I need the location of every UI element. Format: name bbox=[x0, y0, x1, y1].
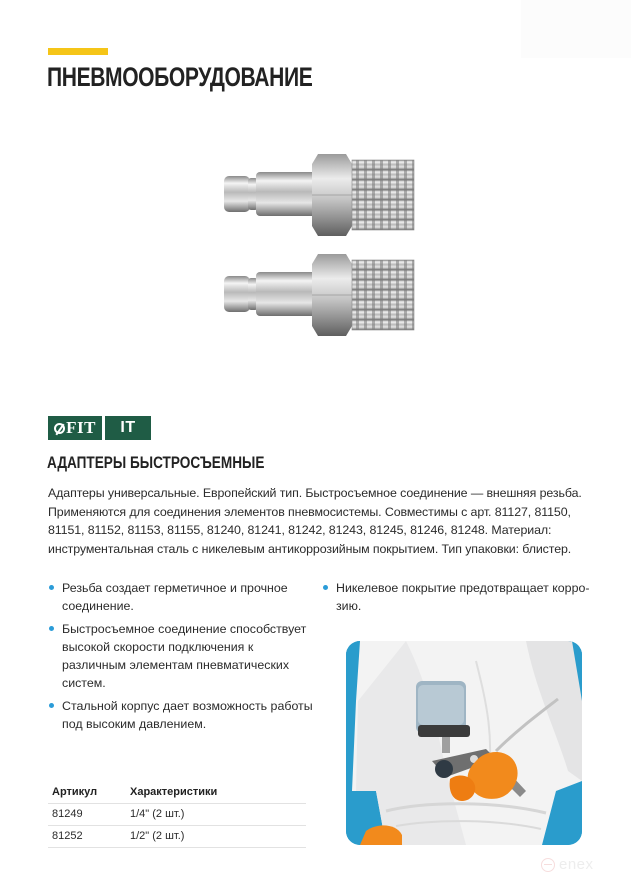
page-corner-decoration bbox=[521, 0, 631, 58]
brand-logos bbox=[48, 416, 151, 440]
bullet-dot-icon bbox=[323, 585, 328, 590]
watermark-text: enex bbox=[559, 856, 594, 873]
feature-list-right bbox=[322, 579, 592, 620]
feature-text: Никелевое покрытие предотвращает корро-зию. bbox=[336, 581, 590, 613]
feature-text: Быстросъемное соединение способствует высокой скорости подключения к различным элементам пневматических систем. bbox=[62, 622, 307, 690]
cell-specs: 1/4" (2 шт.) bbox=[126, 804, 306, 826]
product-image bbox=[212, 150, 422, 360]
watermark bbox=[541, 856, 594, 873]
feature-item bbox=[322, 579, 592, 615]
brand-logo-fit bbox=[48, 416, 102, 440]
feature-text: Резьба создает герметичное и прочное соединение. bbox=[62, 581, 288, 613]
product-title: АДАПТЕРЫ БЫСТРОСЪЕМНЫЕ bbox=[47, 453, 265, 472]
product-description: Адаптеры универсальные. Европейский тип. Быстросъемное соединение — внешняя резьба. Применяются для соединения элементов пневмосистемы. Совместимы с арт. 81127, 81150, 81151, 81152, 81153, 81155, 81240, 81241, 81242, 81243, 81245, 81246, 81248. Материал: инструментальная сталь с никелевым антикоррозийным покрытием. Тип упаковки: блистер. bbox=[48, 486, 582, 557]
title-accent-bar bbox=[48, 48, 108, 55]
bullet-dot-icon bbox=[49, 626, 54, 631]
cell-sku: 81252 bbox=[48, 826, 126, 848]
feature-text: Стальной корпус дает возможность работы под высоким давлением. bbox=[62, 699, 313, 731]
feature-item bbox=[48, 579, 318, 615]
brand-logo-label: FIT bbox=[66, 418, 96, 437]
brand-logo-it bbox=[105, 416, 151, 440]
column-header-specs: Характеристики bbox=[126, 782, 306, 804]
cell-specs: 1/2" (2 шт.) bbox=[126, 826, 306, 848]
spec-table bbox=[48, 782, 306, 848]
feature-item bbox=[48, 620, 318, 692]
cell-sku: 81249 bbox=[48, 804, 126, 826]
table-row bbox=[48, 826, 306, 848]
feature-list-left bbox=[48, 579, 318, 738]
table-header-row bbox=[48, 782, 306, 804]
bullet-dot-icon bbox=[49, 585, 54, 590]
feature-item bbox=[48, 697, 318, 733]
lifestyle-photo bbox=[346, 641, 582, 845]
column-header-sku: Артикул bbox=[48, 782, 126, 804]
table-row bbox=[48, 804, 306, 826]
bullet-dot-icon bbox=[49, 703, 54, 708]
page-title: ПНЕВМООБОРУДОВАНИЕ bbox=[47, 62, 313, 92]
brand-logo-label: IT bbox=[120, 419, 136, 436]
fit-logo-mark-icon bbox=[54, 423, 65, 434]
enex-logo-icon bbox=[541, 858, 555, 872]
